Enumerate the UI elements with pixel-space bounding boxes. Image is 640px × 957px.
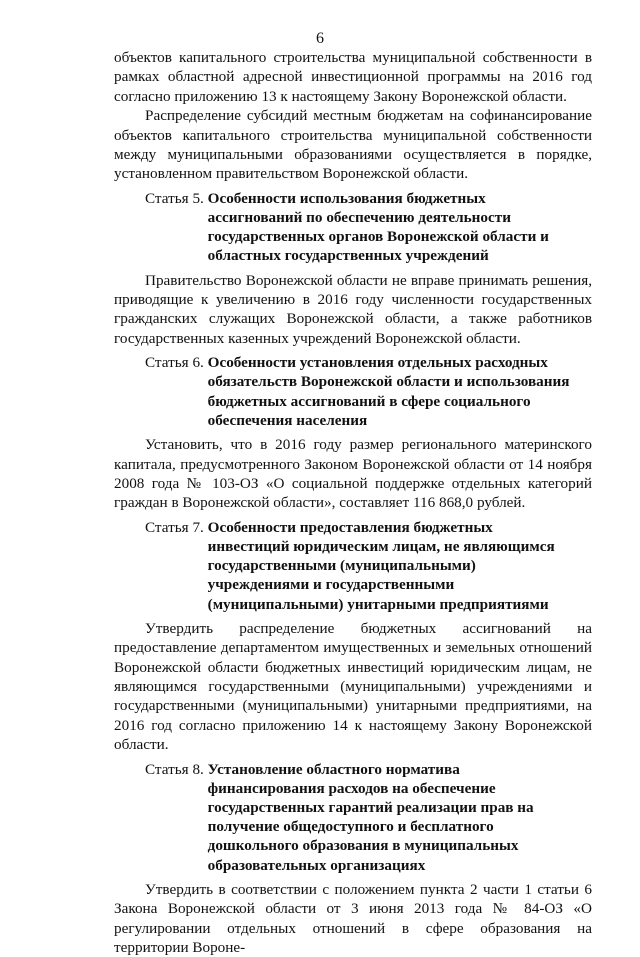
article-heading (114, 760, 592, 875)
article-title: Особенности установления отдельных расходных обязательств Воронежской области и использования бюджетных ассигнований в сфере социального обеспечения населения (207, 354, 570, 429)
article-title: Особенности предоставления бюджетных инвестиций юридическим лицам, не являющимся государственными (муниципальными) учреждениями и государственными (муниципальными) унитарными предприятиями (207, 518, 555, 613)
paragraph: Правительство Воронежской области не вправе принимать решения, приводящие к увеличению в 2016 году численности государственных гражданских служащих Воронежской области, а также работников государственных казенных учреждений Воронежской области. (114, 271, 592, 347)
paragraph: Распределение субсидий местным бюджетам на софинансирование объектов капитального строительства муниципальной собственности между муниципальными образованиями осуществляется в порядке, установленном правительством Воронежской области. (114, 107, 592, 183)
document-body (114, 48, 592, 957)
article-title: Установление областного норматива финансирования расходов на обеспечение государственных гарантий реализации прав на получение общедоступного и бесплатного дошкольного образования в муниципальных образовательных организациях (207, 760, 534, 874)
article-number: Статья 5. (145, 189, 204, 207)
article-number: Статья 6. (145, 354, 204, 372)
article-title: Особенности использования бюджетных ассигнований по обеспечению деятельности государственных органов Воронежской области и областных государственных учреждений (207, 189, 549, 265)
paragraph: Установить, что в 2016 году размер регионального материнского капитала, предусмотренного Законом Воронежской области от 14 ноября 2008 года № 103-ОЗ «О социальной поддержке отдельных категорий граждан в Воронежской области», составляет 116 868,0 рублей. (114, 436, 592, 512)
article-number: Статья 8. (145, 760, 204, 778)
article-heading (114, 353, 592, 430)
paragraph: объектов капитального строительства муниципальной собственности в рамках областной адресной инвестиционной программы на 2016 год согласно приложению 13 к настоящему Закону Воронежской области. (114, 49, 592, 105)
page-number: 6 (316, 30, 324, 47)
paragraph: Утвердить распределение бюджетных ассигнований на предоставление департаментом имущественных и земельных отношений Воронежской области бюджетных инвестиций юридическим лицам, не являющимся государственными (муниципальными) учреждениями и государственными (муниципальными) унитарными предприятиями, на 2016 год согласно приложению 14 к настоящему Закону Воронежской области. (114, 619, 592, 754)
paragraph: Утвердить в соответствии с положением пункта 2 части 1 статьи 6 Закона Воронежской области от 3 июня 2013 года № 84-ОЗ «О регулировании отдельных отношений в сфере образования на территории Вороне- (114, 880, 592, 957)
article-heading (114, 189, 592, 266)
article-number: Статья 7. (145, 518, 204, 536)
article-heading (114, 518, 592, 614)
